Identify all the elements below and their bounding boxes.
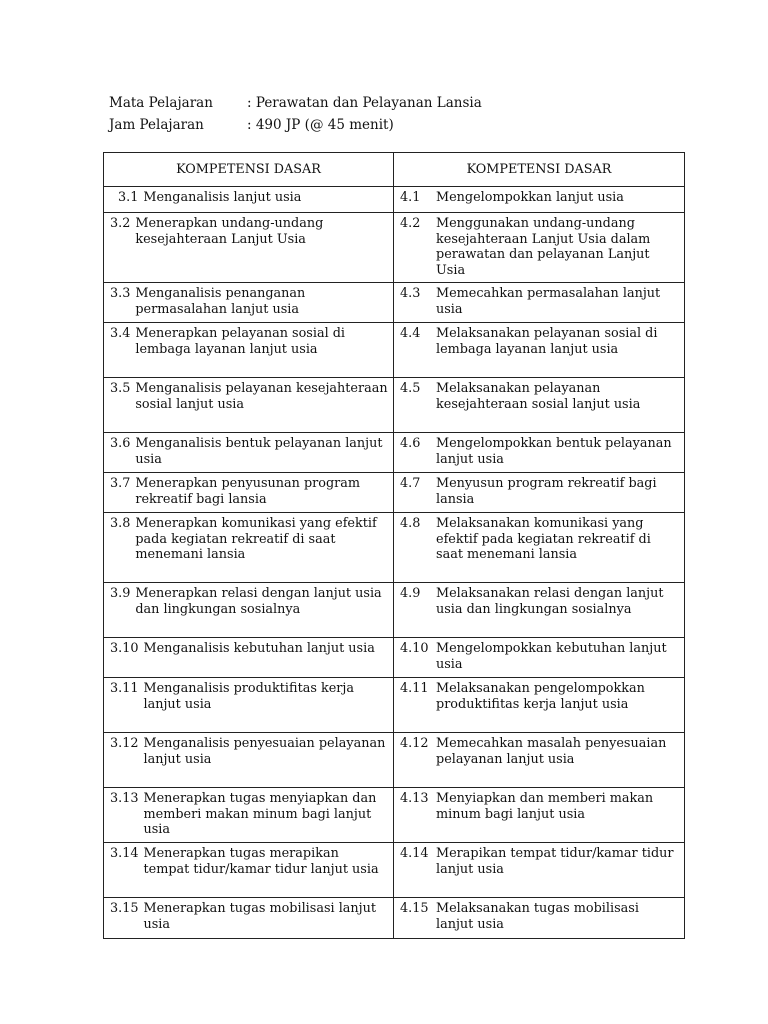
competency-item xyxy=(110,846,388,877)
competency-number: 3.3 xyxy=(110,286,131,301)
basic-competency-knowledge xyxy=(104,213,394,283)
competency-text: Melaksanakan relasi dengan lanjut usia dan lingkungan sosialnya xyxy=(436,586,664,617)
competency-item xyxy=(110,516,388,563)
table-row xyxy=(104,213,685,283)
column-header-right: KOMPETENSI DASAR xyxy=(394,153,685,187)
competency-number: 4.12 xyxy=(400,736,429,751)
competency-item xyxy=(110,791,388,838)
table-row xyxy=(104,583,685,638)
competency-number: 4.9 xyxy=(400,586,421,601)
competency-number: 3.6 xyxy=(110,436,131,451)
competency-number: 3.12 xyxy=(110,736,139,751)
competency-text: Melaksanakan tugas mobilisasi lanjut usia xyxy=(436,901,639,932)
table-row xyxy=(104,283,685,323)
competency-item xyxy=(110,326,388,357)
competency-item xyxy=(110,586,388,617)
competency-item xyxy=(110,381,388,412)
basic-competency-skill xyxy=(394,678,685,733)
competency-item xyxy=(400,381,679,412)
basic-competency-skill xyxy=(394,843,685,898)
competency-item xyxy=(400,791,679,822)
basic-competency-skill xyxy=(394,187,685,213)
competency-number: 3.1 xyxy=(118,190,139,205)
competency-text: Menerapkan relasi dengan lanjut usia dan lingkungan sosialnya xyxy=(135,586,382,617)
table-row xyxy=(104,187,685,213)
competency-number: 3.8 xyxy=(110,516,131,531)
competency-number: 4.14 xyxy=(400,846,429,861)
competency-number: 3.7 xyxy=(110,476,131,491)
table-row xyxy=(104,898,685,939)
table-row xyxy=(104,323,685,378)
table-row xyxy=(104,638,685,678)
basic-competency-knowledge xyxy=(104,788,394,843)
competency-text: Melaksanakan komunikasi yang efektif pada kegiatan rekreatif di saat menemani lansia xyxy=(436,516,651,562)
competency-item xyxy=(400,190,679,206)
basic-competency-skill xyxy=(394,283,685,323)
competency-item xyxy=(400,286,679,317)
competency-number: 3.14 xyxy=(110,846,139,861)
competency-text: Menganalisis lanjut usia xyxy=(143,190,302,205)
competency-number: 4.10 xyxy=(400,641,429,656)
competency-number: 3.9 xyxy=(110,586,131,601)
competency-text: Menganalisis pelayanan kesejahteraan sosial lanjut usia xyxy=(135,381,388,412)
hours-row xyxy=(109,114,482,136)
basic-competency-skill xyxy=(394,433,685,473)
competency-text: Menyiapkan dan memberi makan minum bagi lanjut usia xyxy=(436,791,654,822)
competency-text: Memecahkan permasalahan lanjut usia xyxy=(436,286,661,317)
table-row xyxy=(104,843,685,898)
basic-competency-skill xyxy=(394,473,685,513)
competency-number: 4.11 xyxy=(400,681,429,696)
competency-item xyxy=(118,190,388,206)
basic-competency-knowledge xyxy=(104,433,394,473)
competency-number: 3.10 xyxy=(110,641,139,656)
competency-text: Menerapkan tugas mobilisasi lanjut usia xyxy=(143,901,377,932)
subject-value: : Perawatan dan Pelayanan Lansia xyxy=(247,95,482,111)
competency-text: Mengelompokkan kebutuhan lanjut usia xyxy=(436,641,667,672)
basic-competency-knowledge xyxy=(104,678,394,733)
competency-item xyxy=(110,286,388,317)
basic-competency-knowledge xyxy=(104,473,394,513)
competency-text: Mengelompokkan bentuk pelayanan lanjut usia xyxy=(436,436,672,467)
basic-competency-skill xyxy=(394,583,685,638)
document-header xyxy=(109,92,482,136)
basic-competency-skill xyxy=(394,788,685,843)
competency-text: Melaksanakan pelayanan kesejahteraan sosial lanjut usia xyxy=(436,381,641,412)
subject-row xyxy=(109,92,482,114)
competency-text: Menganalisis kebutuhan lanjut usia xyxy=(143,641,375,656)
competency-text: Menerapkan tugas merapikan tempat tidur/kamar tidur lanjut usia xyxy=(143,846,379,877)
competency-text: Menerapkan pelayanan sosial di lembaga layanan lanjut usia xyxy=(135,326,346,357)
competency-text: Melaksanakan pengelompokkan produktifitas kerja lanjut usia xyxy=(436,681,645,712)
basic-competency-skill xyxy=(394,733,685,788)
competency-number: 3.13 xyxy=(110,791,139,806)
competency-number: 3.4 xyxy=(110,326,131,341)
table-row xyxy=(104,513,685,583)
competency-text: Menganalisis bentuk pelayanan lanjut usia xyxy=(135,436,383,467)
competency-number: 4.15 xyxy=(400,901,429,916)
competency-text: Menganalisis penyesuaian pelayanan lanjut usia xyxy=(143,736,386,767)
basic-competency-knowledge xyxy=(104,323,394,378)
competency-text: Menganalisis penanganan permasalahan lanjut usia xyxy=(135,286,306,317)
basic-competency-knowledge xyxy=(104,733,394,788)
competency-number: 4.13 xyxy=(400,791,429,806)
competency-text: Menerapkan tugas menyiapkan dan memberi makan minum bagi lanjut usia xyxy=(143,791,377,837)
basic-competency-skill xyxy=(394,213,685,283)
competency-item xyxy=(110,476,388,507)
basic-competency-skill xyxy=(394,378,685,433)
competency-text: Menganalisis produktifitas kerja lanjut usia xyxy=(143,681,355,712)
basic-competency-knowledge xyxy=(104,583,394,638)
basic-competency-skill xyxy=(394,638,685,678)
competency-number: 4.1 xyxy=(400,190,421,205)
column-header-left: KOMPETENSI DASAR xyxy=(104,153,394,187)
competency-item xyxy=(400,641,679,672)
subject-label: Mata Pelajaran xyxy=(109,95,213,111)
basic-competency-knowledge xyxy=(104,378,394,433)
competency-text: Menyusun program rekreatif bagi lansia xyxy=(436,476,657,507)
competency-item xyxy=(400,901,679,932)
table-row xyxy=(104,473,685,513)
hours-value: : 490 JP (@ 45 menit) xyxy=(247,117,394,133)
table-row xyxy=(104,678,685,733)
competency-number: 3.5 xyxy=(110,381,131,396)
competency-item xyxy=(110,641,388,657)
competency-number: 4.7 xyxy=(400,476,421,491)
competency-item xyxy=(110,736,388,767)
competency-item xyxy=(110,901,388,932)
competency-item xyxy=(400,681,679,712)
competency-item xyxy=(400,586,679,617)
competency-item xyxy=(110,216,388,247)
basic-competency-knowledge xyxy=(104,638,394,678)
basic-competency-knowledge xyxy=(104,187,394,213)
competency-number: 4.4 xyxy=(400,326,421,341)
table-row xyxy=(104,733,685,788)
competency-text: Merapikan tempat tidur/kamar tidur lanjut usia xyxy=(436,846,674,877)
basic-competency-knowledge xyxy=(104,843,394,898)
competency-number: 4.6 xyxy=(400,436,421,451)
competency-text: Menggunakan undang-undang kesejahteraan Lanjut Usia dalam perawatan dan pelayanan Lanjut Usia xyxy=(436,216,651,278)
competency-number: 4.8 xyxy=(400,516,421,531)
competency-item xyxy=(110,436,388,467)
competency-item xyxy=(400,516,679,563)
competency-item xyxy=(400,436,679,467)
competency-number: 4.5 xyxy=(400,381,421,396)
competency-text: Menerapkan komunikasi yang efektif pada kegiatan rekreatif di saat menemani lansia xyxy=(135,516,377,562)
basic-competency-knowledge xyxy=(104,283,394,323)
competency-text: Memecahkan masalah penyesuaian pelayanan lanjut usia xyxy=(436,736,667,767)
competency-number: 4.3 xyxy=(400,286,421,301)
basic-competency-skill xyxy=(394,323,685,378)
competency-number: 4.2 xyxy=(400,216,421,231)
table-row xyxy=(104,378,685,433)
competency-number: 3.11 xyxy=(110,681,139,696)
competency-item xyxy=(400,476,679,507)
basic-competency-knowledge xyxy=(104,513,394,583)
competency-text: Mengelompokkan lanjut usia xyxy=(436,190,624,205)
hours-label: Jam Pelajaran xyxy=(109,117,204,133)
basic-competency-skill xyxy=(394,513,685,583)
competency-number: 3.2 xyxy=(110,216,131,231)
table-body xyxy=(104,187,685,939)
basic-competency-knowledge xyxy=(104,898,394,939)
competency-item xyxy=(400,216,679,278)
competency-text: Menerapkan undang-undang kesejahteraan Lanjut Usia xyxy=(135,216,324,247)
basic-competency-skill xyxy=(394,898,685,939)
competency-item xyxy=(400,846,679,877)
table-row xyxy=(104,788,685,843)
competency-text: Menerapkan penyusunan program rekreatif bagi lansia xyxy=(135,476,361,507)
competency-item xyxy=(400,326,679,357)
competency-text: Melaksanakan pelayanan sosial di lembaga layanan lanjut usia xyxy=(436,326,658,357)
table-header-row xyxy=(104,153,685,187)
competency-item xyxy=(110,681,388,712)
competency-item xyxy=(400,736,679,767)
competency-table xyxy=(103,152,685,939)
table-row xyxy=(104,433,685,473)
competency-number: 3.15 xyxy=(110,901,139,916)
